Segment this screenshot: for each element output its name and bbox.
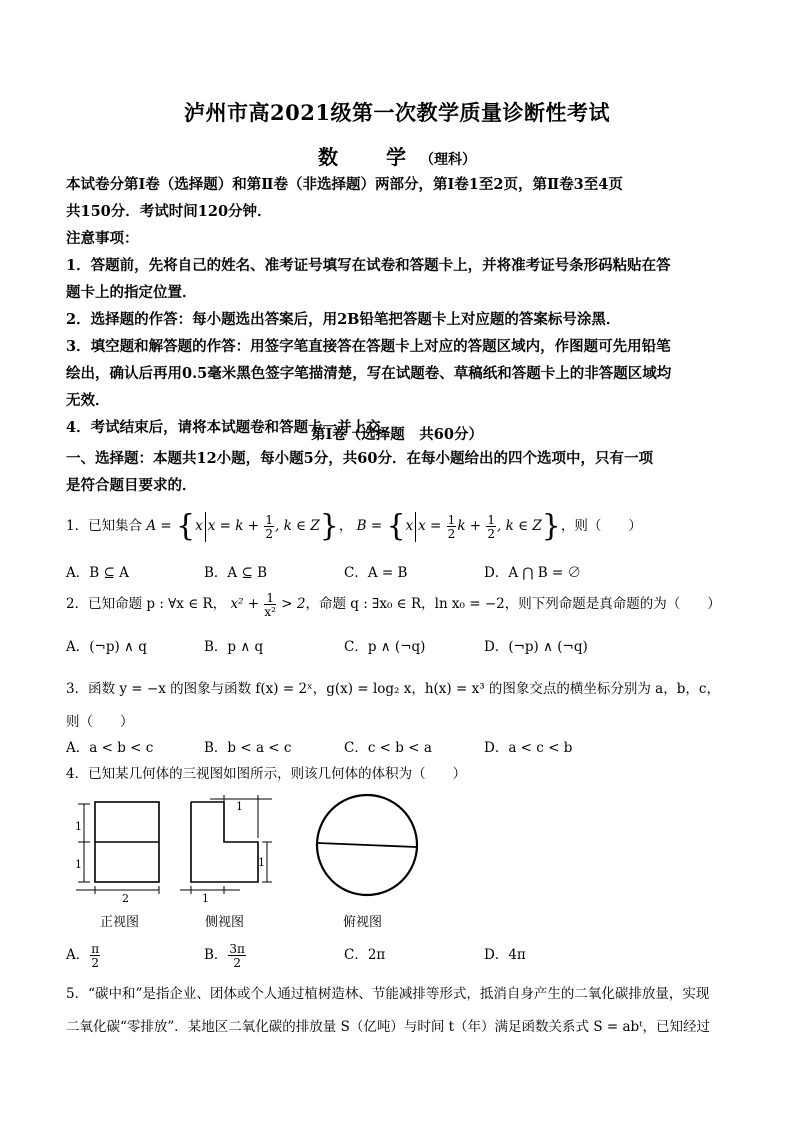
q1-option-a: A．B ⊆ A [66,565,129,581]
side-top-label: 1 [236,800,243,813]
q2-option-a: A．(¬p) ∧ q [66,639,147,655]
numerator: 3π [229,941,245,956]
set-bar [205,512,206,542]
numerator: π [91,941,100,956]
q1-tail: ，则（ ） [560,518,642,534]
q4-option-a-label: A． [66,947,90,963]
q4-option-a [66,936,101,974]
notice-item: 题卡上的指定位置． [66,284,197,301]
left-brace: { [386,508,406,544]
notice-item: 无效． [66,392,110,409]
notice-item: 绘出，确认后再用0.5毫米黑色签字笔描清楚，写在试题卷、草稿纸和答题卡上的非答题区域均 [66,365,672,382]
notice-item: 4．考试结束后，请将本试题卷和答题卡一并上交． [66,419,396,436]
q1-options [66,561,736,583]
denominator: 2 [91,955,100,970]
right-brace: } [541,508,561,544]
denominator: x² [264,604,276,619]
q4-option-c: C．2π [344,947,386,963]
fraction [264,592,276,618]
front-width-label: 2 [122,892,129,905]
section-title: 第Ⅰ卷（选择题 共60分） [311,426,483,443]
q2-text1: 2．已知命题 p : ∀x ∈ R， [66,596,227,612]
question-3-line2: 则（ ） [66,714,134,730]
fraction [447,514,457,540]
left-brace: { [176,508,196,544]
q1-set-b-mid: k + [457,518,482,534]
q1-set-a-expr2: , k ∈ Z [275,518,320,534]
fraction [90,943,100,969]
set-bar [415,512,416,542]
q1-set-a-expr1: x = k + [207,518,260,534]
q4-option-b [204,936,247,974]
q1-set-b-name: B [356,518,367,534]
q3-option-b: B．b < a < c [204,740,292,756]
front-view [75,802,159,905]
fraction [228,943,246,969]
right-brace: } [319,508,339,544]
q1-set-b-expr2: , k ∈ Z [497,518,542,534]
notice-item: 2．选择题的作答：每小题选出答案后，用2B铅笔把答题卡上对应题的答案标号涂黑． [66,311,621,328]
numerator: 1 [265,512,273,527]
q2-expr-a: x² + [230,596,260,612]
question-1-stem: 1．已知集合 A = {x x = k + $\frac{1}{2}$ , k ∈ Z}， B = {x x = $\frac{1}{2}$ k + $\frac{1}{2}$ , k ∈ Z}，则（ ） [66,508,642,544]
fraction [486,514,496,540]
notice-title: 注意事项： [66,230,139,247]
subject-main: 数 学 [318,145,420,169]
exam-intro [66,171,736,441]
notice-item: 3．填空题和解答题的作答：用签字笔直接答在答题卡上对应的答题区域内，作图题可先用铅笔 [66,338,671,355]
q1-separator: ， [338,518,353,534]
caption-front-view: 正视图 [100,915,140,930]
q3-option-a: A．a < b < c [66,740,154,756]
question-4-stem: 4．已知某几何体的三视图如图所示，则该几何体的体积为（ ） [66,766,467,782]
numerator: 1 [447,512,456,527]
q1-set-a-var: x [195,518,203,534]
caption-top-view: 俯视图 [343,915,383,930]
front-height-2-label: 1 [75,858,82,871]
denominator: 2 [233,955,241,970]
section-desc-line: 一、选择题：本题共12小题，每小题5分，共60分．在每小题给出的四个选项中，只有一项 [66,450,653,467]
q3-options [66,736,736,758]
q3-option-c: C．c < b < a [344,740,432,756]
q1-option-b: B．A ⊆ B [204,565,267,581]
side-view [180,795,272,905]
question-3-line1: 3．函数 y = −x 的图象与函数 f(x) = 2ˣ，g(x) = log₂ x，h(x) = x³ 的图象交点的横坐标分别为 a，b，c， [66,681,720,697]
exam-title: 泸州市高2021级第一次教学质量诊断性考试 [184,100,610,125]
q2-text2: ，命题 q : ∃x₀ ∈ R，ln x₀ = −2，则下列命题是真命题的为（ ） [305,596,721,612]
question-2-stem [66,586,736,622]
q2-option-c: C．p ∧ (¬q) [344,639,426,655]
numerator: 1 [266,590,274,605]
q2-option-b: B．p ∧ q [204,639,264,655]
q1-num: 1．已知集合 [66,518,143,534]
fraction [264,514,274,540]
three-view-figure [60,790,440,908]
q3-option-d: D．a < c < b [484,740,573,756]
denominator: 2 [265,526,273,541]
side-bottom-label: 1 [202,892,209,905]
q4-option-d: D．4π [484,947,526,963]
front-height-1-label: 1 [75,820,82,833]
q2-options [66,635,736,657]
notice-item: 1．答题前，先将自己的姓名、准考证号填写在试卷和答题卡上，并将准考证号条形码粘贴在答 [66,257,671,274]
section-desc-line: 是符合题目要求的． [66,477,197,494]
side-right-label: 1 [258,856,265,869]
caption-side-view: 侧视图 [205,915,245,930]
q1-option-d: D．A ⋂ B = ∅ [484,565,582,581]
q1-set-a-name: A [146,518,157,534]
q2-expr-b: > 2 [281,596,306,612]
q2-option-d: D．(¬p) ∧ (¬q) [484,639,588,655]
q4-option-b-label: B． [204,947,228,963]
denominator: 2 [447,526,456,541]
intro-line: 共150分．考试时间120分钟． [66,203,272,220]
q1-set-b-expr1: x = [418,518,442,534]
top-view [317,795,417,895]
subject-sub: （理科） [420,152,476,168]
subject-heading [0,141,794,170]
question-5-line1: 5．“碳中和”是指企业、团体或个人通过植树造林、节能减排等形式，抵消自身产生的二氧化碳排放量，实现 [66,986,710,1002]
intro-line: 本试卷分第Ⅰ卷（选择题）和第Ⅱ卷（非选择题）两部分，第Ⅰ卷1至2页，第Ⅱ卷3至4页 [66,176,623,193]
q1-set-b-var: x [405,518,414,534]
question-5-line2: 二氧化碳“零排放”．某地区二氧化碳的排放量 S（亿吨）与时间 t（年）满足函数关系式 S = abᵗ，已知经过 [66,1019,711,1035]
section-desc [66,445,736,499]
numerator: 1 [487,512,496,527]
q4-options [66,936,736,974]
denominator: 2 [487,526,496,541]
q1-option-c: C．A = B [344,565,408,581]
